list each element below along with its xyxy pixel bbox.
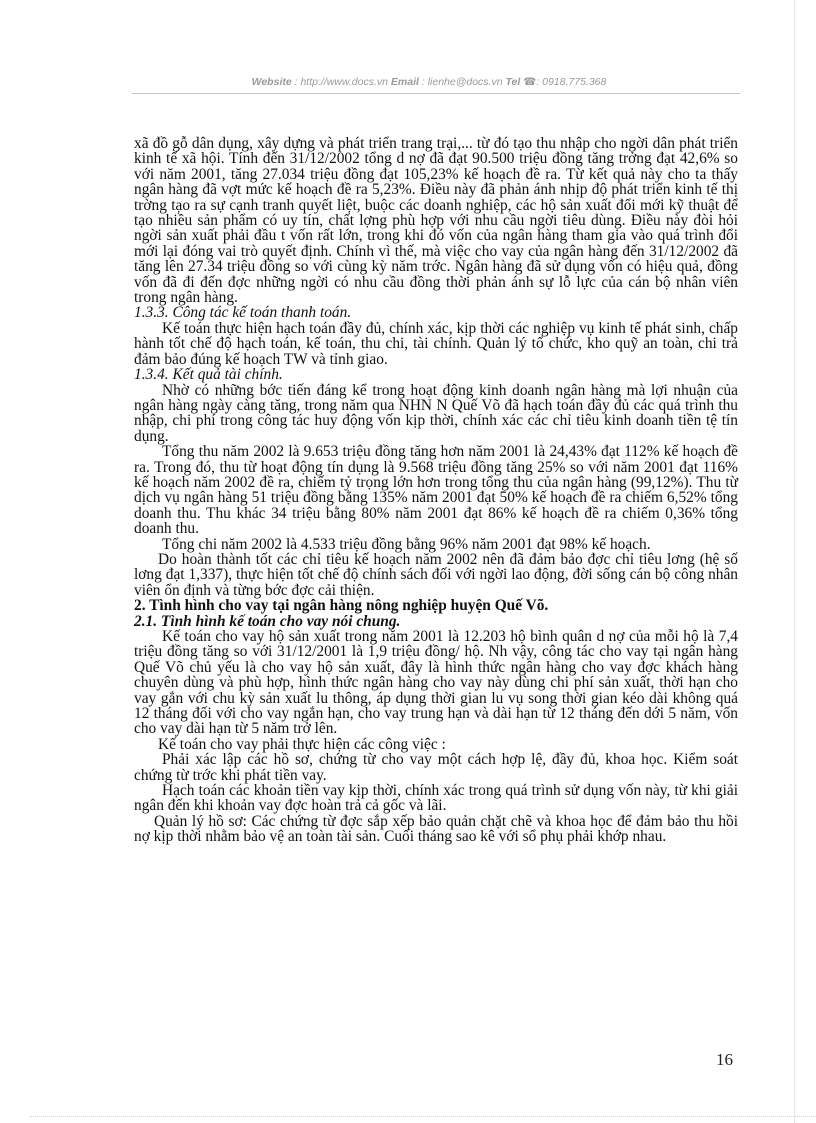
website-label: Website bbox=[251, 76, 292, 88]
paragraph-11: Quản lý hồ sơ: Các chứng từ đợc sắp xếp bảo quản chặt chẽ và khoa học để đảm bảo thu hồi nợ kịp thời nhằm bảo vệ an toàn tài sản. Cuối tháng sao kê với sổ phụ phải khớp nhau. bbox=[134, 812, 738, 846]
paragraph-8: Kế toán cho vay phải thực hiện các công việc : bbox=[158, 735, 446, 753]
bottom-margin-guide bbox=[30, 1116, 816, 1117]
header-rule bbox=[132, 93, 740, 94]
paragraph-6: Do hoàn thành tốt các chỉ tiêu kế hoạch năm 2002 nên đã đảm bảo đợc chỉ tiêu lơng (hệ số lơng đạt 1,337), thực hiện tốt chế độ chính sách đối với ngời lao động, đời sống cán bộ công nhân viên ổn định và từng bớc đợc cải thiện. bbox=[134, 550, 738, 599]
email-address[interactable]: : lienhe@docs.vn bbox=[421, 76, 503, 88]
paragraph-3: Nhờ có những bớc tiến đáng kể trong hoạt động kinh doanh ngân hàng mà lợi nhuận của ngân hàng ngày càng tăng, trong năm qua NHN N Quế Võ đã hạch toán đầy đủ các quá trình thu nhập, chi phí trong công tác huy động vốn kịp thời, chính xác các chỉ tiêu kinh doanh tiền tệ tín dụng. bbox=[134, 381, 738, 445]
paragraph-9: Phải xác lập các hồ sơ, chứng từ cho vay một cách hợp lệ, đầy đủ, khoa học. Kiểm soát chứng từ trớc khi phát tiền vay. bbox=[134, 751, 738, 784]
paragraph-5: Tổng chi năm 2002 là 4.533 triệu đồng bằng 96% năm 2001 đạt 98% kế hoạch. bbox=[162, 535, 651, 553]
right-margin-guide bbox=[794, 0, 795, 1123]
section-heading-2: 2. Tình hình cho vay tại ngân hàng nông nghiệp huyện Quế Võ. bbox=[134, 597, 549, 615]
email-label: Email bbox=[390, 76, 419, 88]
tel-number: ☎: 0918.775.368 bbox=[523, 76, 607, 88]
section-heading-1-3-4: 1.3.4. Kết quả tài chính. bbox=[134, 366, 283, 384]
paragraph-4: Tổng thu năm 2002 là 9.653 triệu đồng tăng hơn năm 2001 là 24,43% đạt 112% kế hoạch đề ra. Trong đó, thu từ hoạt động tín dụng là 9.568 triệu đồng tăng 25% so với năm 2001 đạt 116% kế hoạch năm 2002 đề ra, chiếm tỷ trọng lớn hơn trong tổng thu của ngân hàng (99,12%). Thu từ dịch vụ ngân hàng 51 triệu đồng bằng 135% năm 2001 đạt 50% kế hoạch đề ra chiếm 6,52% tổng doanh thu. Thu khác 34 triệu bằng 80% năm 2001 đạt 86% kế hoạch đề ra chiếm 0,36% tổng doanh thu. bbox=[134, 443, 738, 538]
tel-label: Tel bbox=[505, 76, 521, 88]
paragraph-2: Kế toán thực hiện hạch toán đầy đủ, chính xác, kịp thời các nghiệp vụ kinh tế phát sinh, chấp hành tốt chế độ hạch toán, kế toán, thu chi, tài chính. Quản lý tổ chức, kho quỹ an toàn, chi trả đảm bảo đúng kế hoạch TW và tỉnh giao. bbox=[134, 319, 738, 368]
paragraph-7: Kế toán cho vay hộ sản xuất trong năm 2001 là 12.203 hộ bình quân d nợ của mỗi hộ là 7,4 triệu đồng tăng so với 31/12/2001 là 1,9 triệu đồng/ hộ. Nh vậy, công tác cho vay tại ngân hàng Quế Võ chủ yếu là cho vay hộ sản xuất, đây là hình thức ngân hàng cho vay đợc khách hàng chuyên dùng và phù hợp, hình thức ngân hàng cho vay này dùng chi phí sản xuất, thời hạn cho vay gắn với chu kỳ sản xuất lu thông, áp dụng thời gian lu vụ song thời gian kéo dài không quá 12 tháng đối với cho vay ngắn hạn, cho vay trung hạn và dài hạn từ 12 tháng đến dới 5 năm, vốn cho vay dài hạn từ 5 năm trở lên. bbox=[134, 628, 738, 738]
page-number: 16 bbox=[716, 1050, 733, 1069]
page-header bbox=[118, 76, 740, 94]
document-body bbox=[134, 136, 738, 845]
website-url[interactable]: : http://www.docs.vn bbox=[294, 76, 388, 88]
paragraph-1: xã đồ gỗ dân dụng, xây dựng và phát triển trang trại,... từ đó tạo thu nhập cho ngời dân phát triển kinh tế xã hội. Tính đến 31/12/2002 tổng d nợ đã đạt 90.500 triệu đồng tăng trởng đạt 42,6% so với năm 2001, tăng 27.034 triệu đồng đạt 105,23% kế hoạch đề ra. Từ kết quả này cho ta thấy ngân hàng đã vợt mức kế hoạch đề ra 5,23%. Điều này đã phản ánh nhịp độ phát triển kinh tế thị trờng tạo ra sự cạnh tranh quyết liệt, buộc các doanh nghiệp, các hộ sản xuất đổi mới kỹ thuật để tạo nhiều sản phẩm có uy tín, chất lợng phù hợp với nhu cầu ngời tiêu dùng. Điều này đòi hỏi ngời sản xuất phải đầu t vốn rất lớn, trong khi đó vốn của ngân hàng tham gia vào quá trình đổi mới lại đóng vai trò quyết định. Chính vì thế, mà việc cho vay của ngân hàng đến 31/12/2002 đã tăng lên 27.34 triệu đồng so với cùng kỳ năm trớc. Ngân hàng đã sử dụng vốn có hiệu quả, đồng vốn đã đi đến đợc những ngời có nhu cầu đồng thời phản ánh sự lỗ lực của cán bộ nhân viên trong ngân hàng. bbox=[134, 135, 738, 307]
section-heading-1-3-3: 1.3.3. Công tác kế toán thanh toán. bbox=[134, 304, 352, 322]
paragraph-10: Hạch toán các khoản tiền vay kịp thời, chính xác trong quá trình sử dụng vốn này, từ khi giải ngân đến khi khoản vay đợc hoàn trả cả gốc và lãi. bbox=[134, 782, 738, 815]
section-heading-2-1: 2.1. Tình hình kế toán cho vay nói chung. bbox=[134, 612, 401, 630]
